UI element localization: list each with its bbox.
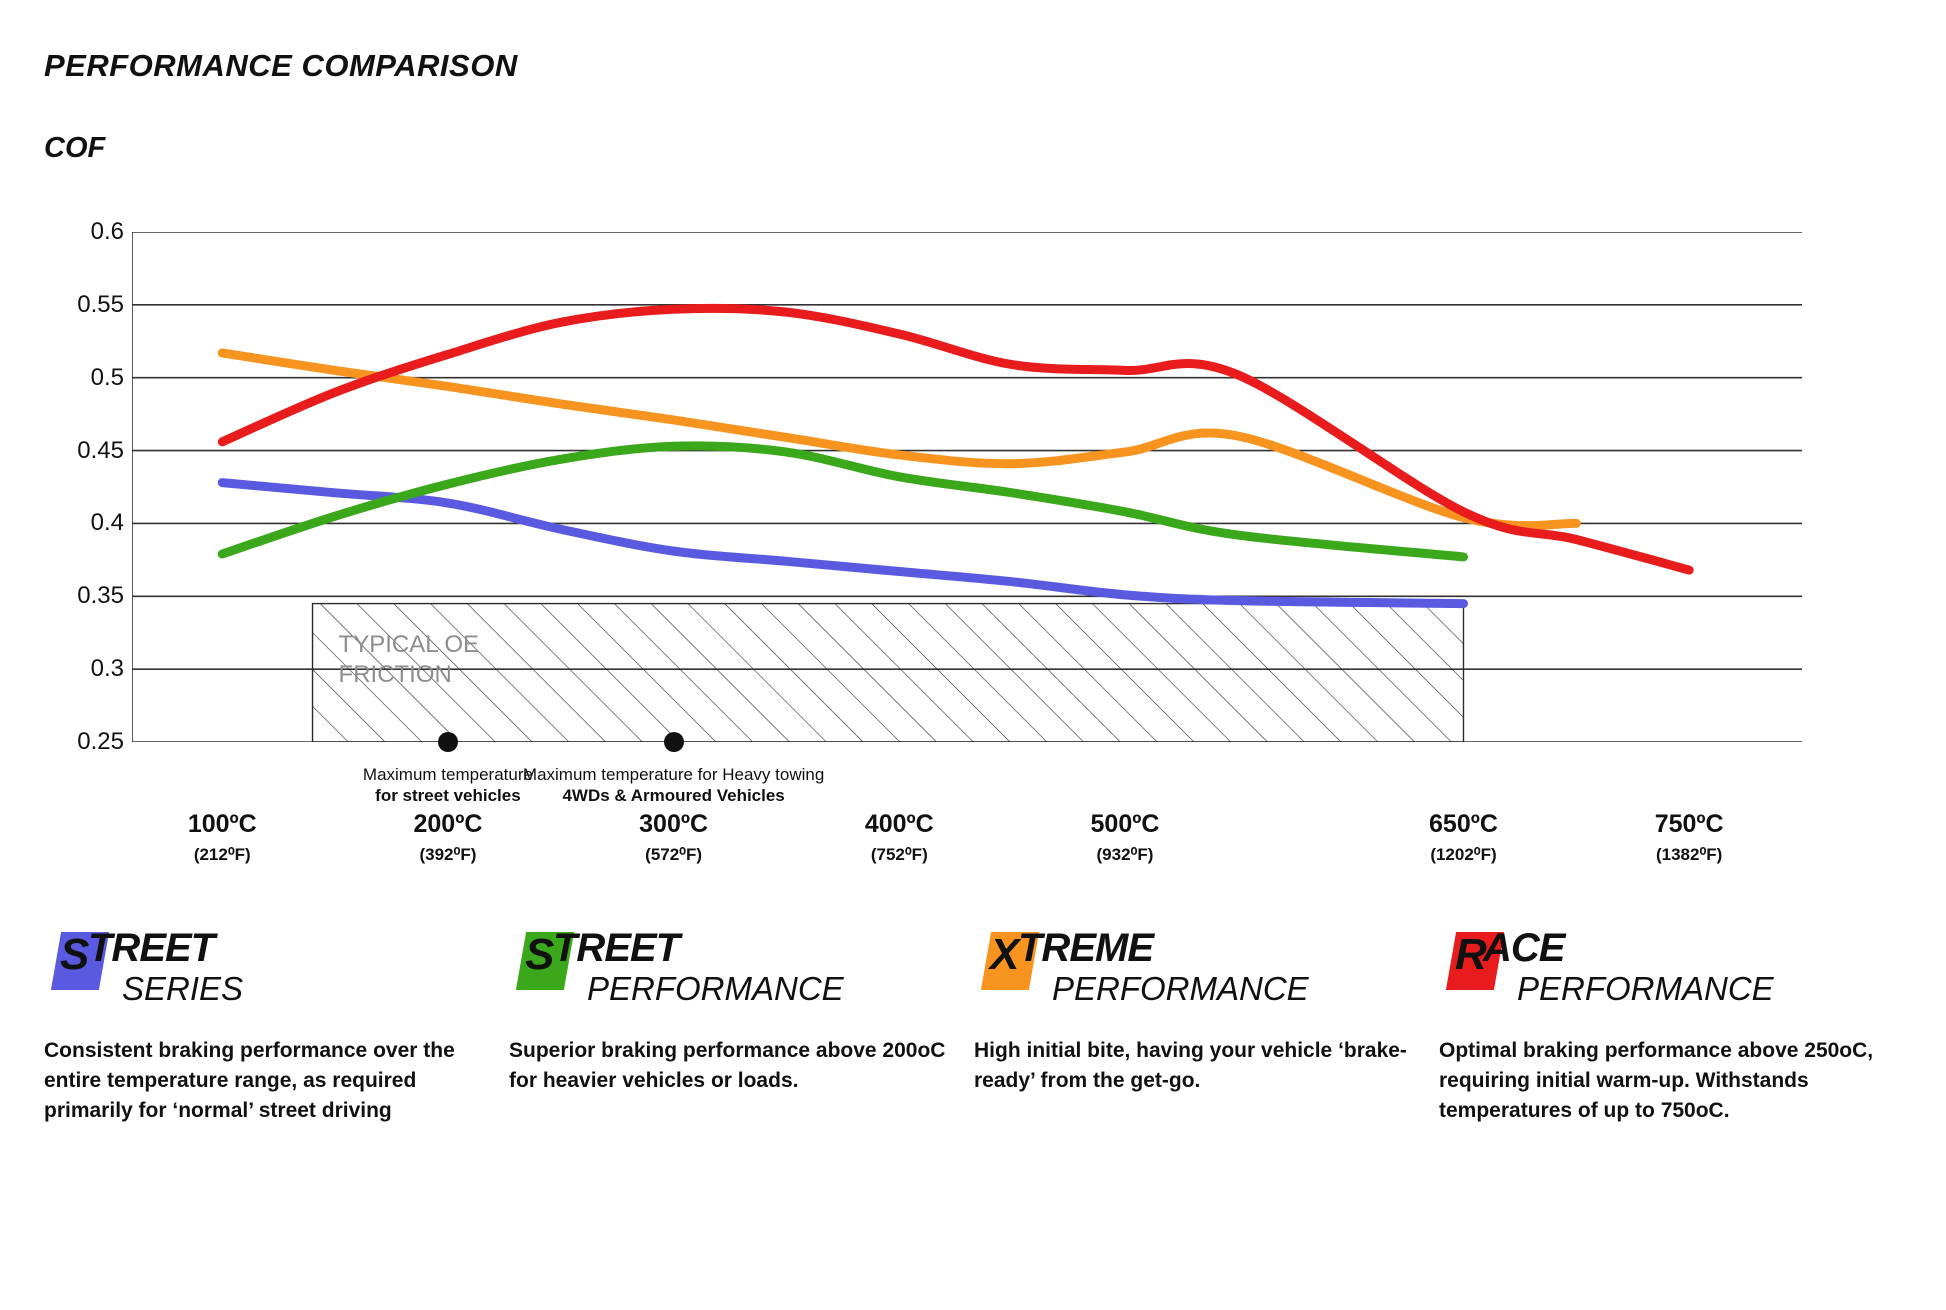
product-badge-letter: S bbox=[525, 930, 555, 979]
y-axis-title: COF bbox=[44, 132, 106, 164]
max-temperature-marker bbox=[664, 732, 684, 752]
y-tick-label: 0.45 bbox=[77, 436, 124, 464]
x-tick: 650ºC (1202⁰F) bbox=[1429, 810, 1498, 864]
product-description: Optimal braking performance above 250oC, requiring initial warm-up. Withstands temperatures of up to 750oC. bbox=[1439, 1039, 1874, 1122]
max-temperature-marker bbox=[438, 732, 458, 752]
product-legend-card bbox=[1439, 928, 1904, 1125]
product-badge-letter: S bbox=[60, 930, 90, 979]
y-tick-label: 0.4 bbox=[90, 509, 124, 537]
product-name-sub: PERFORMANCE bbox=[587, 970, 844, 1007]
legend-cards bbox=[44, 928, 1904, 1125]
y-tick-label: 0.35 bbox=[77, 582, 124, 610]
product-legend-card bbox=[509, 928, 974, 1125]
marker-annotation: Maximum temperature for Heavy towing 4WDs & Armoured Vehicles bbox=[522, 765, 825, 806]
product-logo bbox=[1439, 928, 1894, 1014]
y-tick-label: 0.6 bbox=[90, 218, 124, 245]
product-description: High initial bite, having your vehicle ‘brake-ready’ from the get-go. bbox=[974, 1039, 1407, 1092]
plot-area bbox=[132, 232, 1802, 806]
product-name-main: TREET bbox=[88, 926, 215, 970]
product-name-main: ACE bbox=[1483, 926, 1565, 970]
product-badge-letter: X bbox=[990, 930, 1020, 979]
x-tick: 500ºC (932⁰F) bbox=[1090, 810, 1160, 864]
page-title: PERFORMANCE COMPARISON bbox=[44, 48, 518, 83]
product-badge-letter: R bbox=[1455, 930, 1487, 979]
y-tick-label: 0.3 bbox=[90, 655, 124, 683]
x-tick: 200ºC (392⁰F) bbox=[413, 810, 483, 864]
y-tick-label: 0.25 bbox=[77, 728, 124, 755]
product-logo bbox=[44, 928, 499, 1014]
product-logo bbox=[509, 928, 964, 1014]
product-name-sub: SERIES bbox=[122, 970, 244, 1007]
x-tick: 750ºC (1382⁰F) bbox=[1654, 810, 1724, 864]
series-line bbox=[222, 308, 1689, 570]
x-tick: 300ºC (572⁰F) bbox=[639, 810, 709, 864]
product-logo bbox=[974, 928, 1429, 1014]
y-tick-label: 0.55 bbox=[77, 290, 124, 318]
y-axis-labels bbox=[40, 218, 132, 755]
product-name-main: TREME bbox=[1018, 926, 1153, 970]
product-description: Consistent braking performance over the entire temperature range, as required primarily for ‘normal’ street driving bbox=[44, 1039, 455, 1122]
product-name-sub: PERFORMANCE bbox=[1052, 970, 1309, 1007]
product-name-main: TREET bbox=[553, 926, 680, 970]
x-tick: 100ºC (212⁰F) bbox=[187, 810, 257, 864]
y-tick-label: 0.5 bbox=[90, 363, 124, 391]
product-legend-card bbox=[44, 928, 509, 1125]
product-description: Superior braking performance above 200oC for heavier vehicles or loads. bbox=[509, 1039, 946, 1092]
typical-oe-friction-band bbox=[313, 604, 1464, 742]
x-tick: 400ºC (752⁰F) bbox=[864, 810, 934, 864]
marker-annotation: Maximum temperature for street vehicles bbox=[362, 765, 533, 806]
x-axis bbox=[132, 810, 1802, 880]
product-name-sub: PERFORMANCE bbox=[1517, 970, 1774, 1007]
typical-oe-friction-label: TYPICAL OE FRICTION bbox=[338, 630, 480, 688]
product-legend-card bbox=[974, 928, 1439, 1125]
